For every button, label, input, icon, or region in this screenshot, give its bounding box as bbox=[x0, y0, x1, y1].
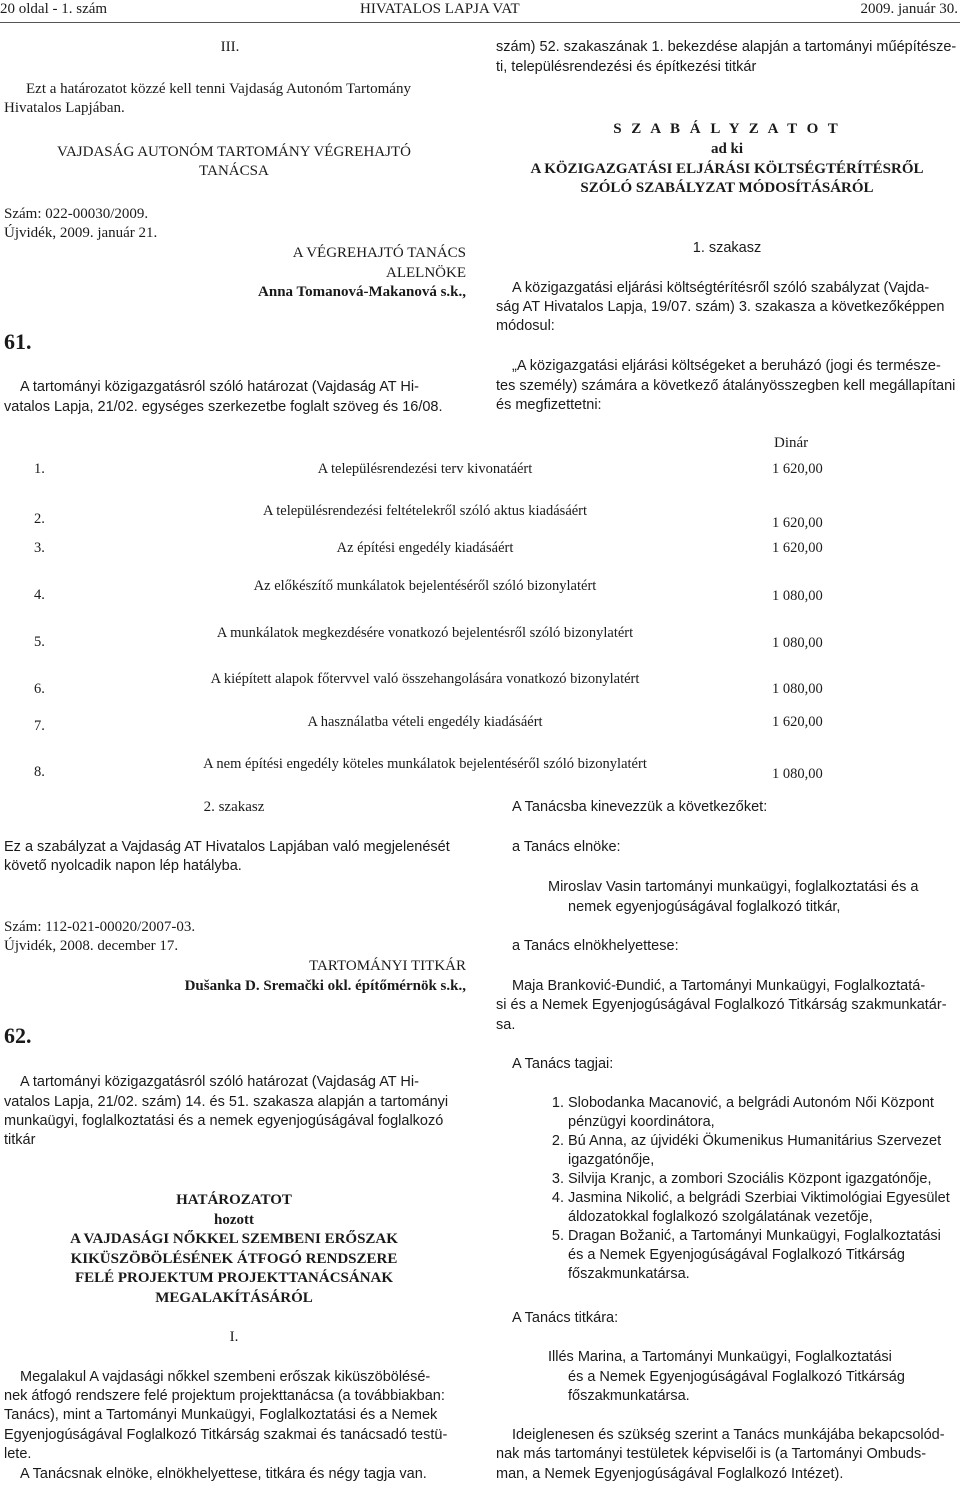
fee-table-currency-header: Dinár bbox=[774, 435, 809, 451]
council-intro: A Tanácsba kinevezzük a következőket: bbox=[512, 799, 768, 815]
vice-chair-line-2: si és a Nemek Egyenjogúságával Foglalkozó Titkárság szakmunkatár- bbox=[496, 997, 947, 1013]
member-number: 5. bbox=[551, 1228, 564, 1244]
row-amount: 1 080,00 bbox=[772, 681, 823, 697]
members-label: A Tanács tagjai: bbox=[512, 1056, 614, 1072]
member-line-2: pénzügyi koordinátora, bbox=[568, 1114, 715, 1130]
row-description: A használatba vételi engedély kiadásáért bbox=[307, 714, 543, 730]
item-number-61: 61. bbox=[4, 329, 32, 354]
section-1-para-line-3: módosul: bbox=[496, 318, 555, 334]
regulation-title: S Z A B Á L Y Z A T O T bbox=[613, 121, 841, 137]
regulation-subtitle-2: SZÓLÓ SZABÁLYZAT MÓDOSÍTÁSÁRÓL bbox=[580, 180, 874, 196]
decision-para-line-1: Megalakul A vajdasági nőkkel szembeni erőszak kiküszöbölésé- bbox=[20, 1369, 431, 1385]
decision-hozott: hozott bbox=[214, 1212, 254, 1228]
right-intro-line-1: szám) 52. szakaszának 1. bekezdése alapján a tartományi műépítésze- bbox=[496, 39, 957, 55]
row-amount: 1 080,00 bbox=[772, 766, 823, 782]
quote-para-line-2: tes személy) számára a következő átalányösszegben kell megállapítani bbox=[496, 378, 956, 394]
council-name-line-2: TANÁCSA bbox=[199, 163, 269, 179]
member-line-1: Dragan Božanić, a Tartományi Munkaügyi, Foglalkoztatási bbox=[568, 1228, 941, 1244]
member-number: 1. bbox=[551, 1095, 564, 1111]
row-amount: 1 620,00 bbox=[772, 461, 823, 477]
member-line-1: Silvija Kranjc, a zombori Szociális Központ igazgatónője, bbox=[568, 1171, 932, 1187]
member-line-1: Slobodanka Macanović, a belgrádi Autonóm Női Központ bbox=[568, 1095, 934, 1111]
decision-para-line-3: Tanács), mint a Tartományi Munkaügyi, Foglalkoztatási és a Nemek bbox=[4, 1407, 438, 1423]
signature-role: ALELNÖKE bbox=[386, 265, 466, 281]
list-item bbox=[520, 1189, 958, 1227]
place-date-2: Újvidék, 2008. december 17. bbox=[4, 938, 179, 954]
item61-preamble-line-2: vatalos Lapja, 21/02. egységes szerkezetbe foglalt szöveg és 16/08. bbox=[4, 399, 443, 415]
quote-para-line-3: és megfizettetni: bbox=[496, 397, 602, 413]
council-name-line-1: VAJDASÁG AUTONÓM TARTOMÁNY VÉGREHAJTÓ bbox=[57, 144, 411, 160]
secretary-line-3: főszakmunkatársa. bbox=[568, 1388, 690, 1404]
row-description: A településrendezési terv kivonatáért bbox=[317, 461, 533, 477]
list-item bbox=[520, 1170, 958, 1189]
item-number-62: 62. bbox=[4, 1023, 32, 1048]
member-number: 2. bbox=[551, 1133, 564, 1149]
right-intro-line-2: ti, településrendezési és építkezési titkár bbox=[496, 59, 757, 75]
list-item bbox=[520, 1227, 958, 1284]
row-description: Az építési engedély kiadásáért bbox=[336, 540, 514, 556]
vice-chair-line-3: sa. bbox=[496, 1017, 516, 1033]
decision-subtitle-4: MEGALAKÍTÁSÁRÓL bbox=[155, 1290, 313, 1306]
member-line-2: áldozatokkal foglalkozó szolgálatának vezetője, bbox=[568, 1209, 873, 1225]
item62-preamble-line-3: munkaügyi, foglalkoztatási és a nemek egyenjogúságával foglalkozó bbox=[4, 1113, 444, 1129]
row-number: 2. bbox=[34, 511, 45, 527]
quote-para-line-1: „A közigazgatási eljárási költségeket a beruházó (jogi és természe- bbox=[512, 358, 941, 374]
item62-preamble-line-4: titkár bbox=[4, 1132, 36, 1148]
publish-line-2: Hivatalos Lapjában. bbox=[4, 100, 125, 116]
item61-preamble-line-1: A tartományi közigazgatásról szóló határozat (Vajdaság AT Hi- bbox=[20, 379, 419, 395]
row-amount: 1 620,00 bbox=[772, 540, 823, 556]
decision-para-last: A Tanácsnak elnöke, elnökhelyettese, titkára és négy tagja van. bbox=[20, 1466, 427, 1482]
document-number-2: Szám: 112-021-00020/2007-03. bbox=[4, 919, 196, 935]
row-description: A nem építési engedély köteles munkálatok bejelentéséről szóló bizonylatért bbox=[203, 756, 647, 772]
publish-line-1: Ezt a határozatot közzé kell tenni Vajdaság Autonóm Tartomány bbox=[26, 81, 411, 97]
member-line-3: főszakmunkatársa. bbox=[568, 1266, 690, 1282]
row-number: 5. bbox=[34, 634, 45, 650]
row-number: 4. bbox=[34, 587, 45, 603]
header-date: 2009. január 30. bbox=[860, 1, 958, 17]
list-item bbox=[520, 1132, 958, 1170]
row-number: 6. bbox=[34, 681, 45, 697]
closing-line-2: nak más tartományi testületek képviselői is (a Tartományi Ombuds- bbox=[496, 1446, 927, 1462]
row-number: 8. bbox=[34, 764, 45, 780]
section-1-heading: 1. szakasz bbox=[692, 240, 762, 256]
row-description: Az előkészítő munkálatok bejelentéséről szóló bizonylatért bbox=[253, 578, 597, 594]
section-roman-iii: III. bbox=[220, 39, 240, 55]
decision-subtitle-2: KIKÜSZÖBÖLÉSÉNEK ÁTFOGÓ RENDSZERE bbox=[70, 1251, 398, 1267]
section-2-para-line-2: követő nyolcadik napon lép hatályba. bbox=[4, 858, 242, 874]
decision-subtitle-3: FELÉ PROJEKTUM PROJEKTTANÁCSÁNAK bbox=[74, 1270, 394, 1286]
member-number: 3. bbox=[551, 1171, 564, 1187]
place-date: Újvidék, 2009. január 21. bbox=[4, 225, 158, 241]
header-page-info: 20 oldal - 1. szám bbox=[0, 1, 108, 17]
regulation-adki: ad ki bbox=[710, 141, 744, 157]
section-2-para-line-1: Ez a szabályzat a Vajdaság AT Hivatalos Lapjában való megjelenését bbox=[4, 839, 450, 855]
chair-line-1: Miroslav Vasin tartományi munkaügyi, foglalkoztatási és a bbox=[548, 879, 919, 895]
item62-preamble-line-1: A tartományi közigazgatásról szóló határozat (Vajdaság AT Hi- bbox=[20, 1074, 419, 1090]
member-number: 4. bbox=[551, 1190, 564, 1206]
row-number: 7. bbox=[34, 718, 45, 734]
decision-title: HATÁROZATOT bbox=[176, 1192, 292, 1208]
member-line-1: Jasmina Nikolić, a belgrádi Szerbiai Viktimológiai Egyesület bbox=[568, 1190, 950, 1206]
secretary-line-2: és a Nemek Egyenjogúságával Foglalkozó Titkárság bbox=[568, 1369, 905, 1385]
signature-name: Anna Tomanová-Makanová s.k., bbox=[258, 284, 466, 300]
header-journal-title: HIVATALOS LAPJA VAT bbox=[360, 1, 520, 17]
signature-name-2: Dušanka D. Sremački okl. építőmérnök s.k., bbox=[184, 978, 466, 994]
vice-chair-line-1: Maja Branković-Đundić, a Tartományi Munkaügyi, Foglalkoztatá- bbox=[512, 978, 926, 994]
row-amount: 1 620,00 bbox=[772, 714, 823, 730]
members-list bbox=[520, 1094, 958, 1284]
header-rule bbox=[0, 22, 960, 23]
row-description: A kiépített alapok főtervvel való összehangolására vonatkozó bizonylatért bbox=[210, 671, 640, 687]
row-amount: 1 080,00 bbox=[772, 635, 823, 651]
signature-title: A VÉGREHAJTÓ TANÁCS bbox=[292, 245, 466, 261]
member-line-2: és a Nemek Egyenjogúságával Foglalkozó Titkárság bbox=[568, 1247, 905, 1263]
row-amount: 1 620,00 bbox=[772, 515, 823, 531]
decision-subtitle-1: A VAJDASÁGI NŐKKEL SZEMBENI ERŐSZAK bbox=[70, 1231, 398, 1247]
row-description: A munkálatok megkezdésére vonatkozó bejelentésről szóló bizonylatért bbox=[216, 625, 634, 641]
list-item bbox=[520, 1094, 958, 1132]
decision-para-line-5: lete. bbox=[4, 1446, 32, 1462]
row-number: 3. bbox=[34, 540, 45, 556]
signature-title-2: TARTOMÁNYI TITKÁR bbox=[309, 958, 466, 974]
row-description: A településrendezési feltételekről szóló aktus kiadásáért bbox=[262, 503, 588, 519]
closing-line-3: man, a Nemek Egyenjogúságával Foglalkozó Intézet). bbox=[496, 1466, 844, 1482]
secretary-label: A Tanács titkára: bbox=[512, 1310, 619, 1326]
running-header bbox=[0, 0, 960, 22]
item62-preamble-line-2: vatalos Lapja, 21/02. szám) 14. és 51. szakasza alapján a tartományi bbox=[4, 1094, 449, 1110]
secretary-line-1: Illés Marina, a Tartományi Munkaügyi, Foglalkoztatási bbox=[548, 1349, 892, 1365]
document-number: Szám: 022-00030/2009. bbox=[4, 206, 149, 222]
row-amount: 1 080,00 bbox=[772, 588, 823, 604]
chair-line-2: nemek egyenjogúságával foglalkozó titkár, bbox=[568, 899, 841, 915]
member-line-2: igazgatónője, bbox=[568, 1152, 655, 1168]
section-1-para-line-2: ság AT Hivatalos Lapja, 19/07. szám) 3. szakasza a következőképpen bbox=[496, 299, 945, 315]
decision-para-line-2: nek átfogó rendszere felé projektum projekttanácsa (a továbbiakban: bbox=[4, 1388, 445, 1404]
closing-line-1: Ideiglenesen és szükség szerint a Tanács munkájába bekapcsolód- bbox=[512, 1427, 945, 1443]
vice-chair-label: a Tanács elnökhelyettese: bbox=[512, 938, 679, 954]
decision-para-line-4: Egyenjogúságával Foglalkozó Titkárság szakmai és tanácsadó testü- bbox=[4, 1427, 448, 1443]
member-line-1: Bú Anna, az újvidéki Ökumenikus Humanitárius Szervezet bbox=[568, 1133, 942, 1149]
section-1-para-line-1: A közigazgatási eljárási költségtérítésről szóló szabályzat (Vajda- bbox=[512, 280, 930, 296]
row-number: 1. bbox=[34, 461, 45, 477]
section-roman-i: I. bbox=[229, 1329, 239, 1345]
section-2-heading: 2. szakasz bbox=[203, 799, 265, 815]
regulation-subtitle-1: A KÖZIGAZGATÁSI ELJÁRÁSI KÖLTSÉGTÉRÍTÉSRŐL bbox=[530, 161, 924, 177]
chair-label: a Tanács elnöke: bbox=[512, 839, 621, 855]
